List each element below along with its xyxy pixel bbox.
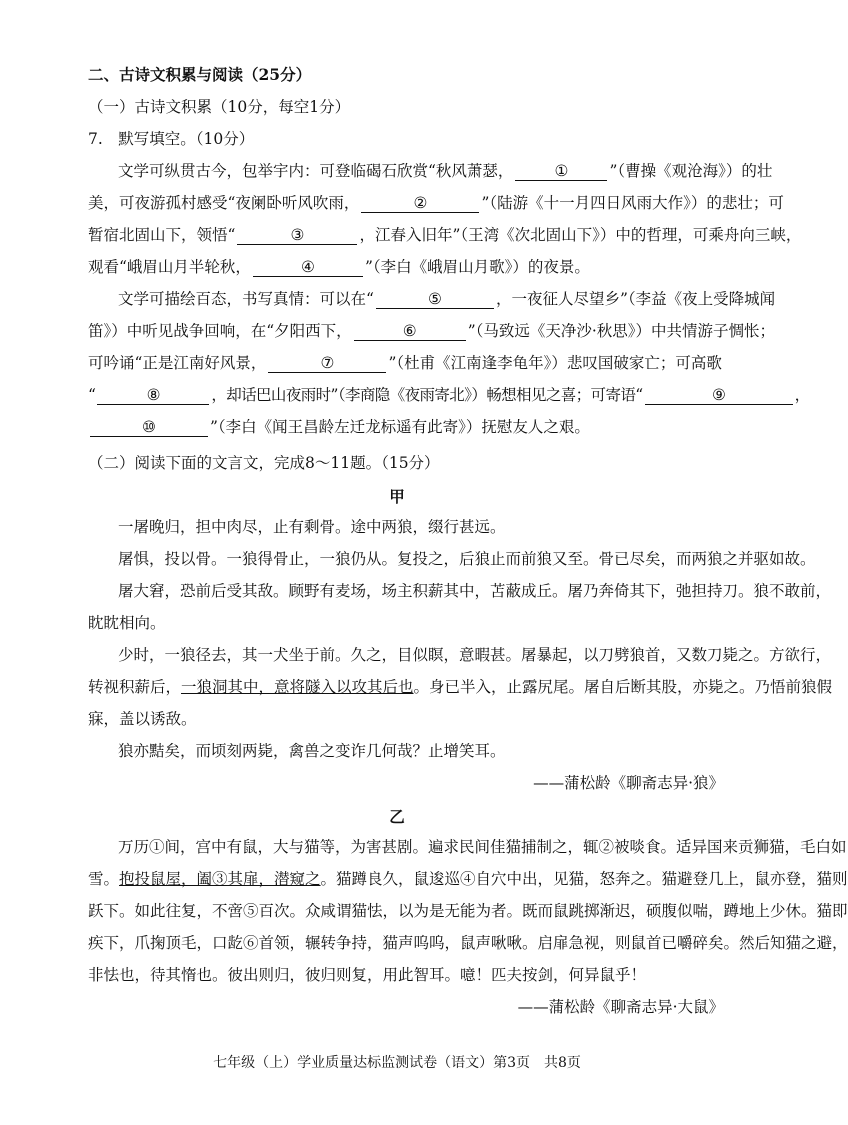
yi-line-1: 万历①间，宫中有鼠，大与猫等，为害甚剧。遍求民间佳猫捕制之，辄②被啖食。适异国来贡狮猫，毛白如 xyxy=(118,838,847,856)
jia-source: ——蒲松龄《聊斋志异·狼》 xyxy=(533,774,724,792)
poem-line-3: 暂宿北固山下，领悟“ ③ ，江春入旧年”（王湾《次北固山下》）中的哲理，可乘舟向三峡， xyxy=(88,226,802,244)
yi-source: ——蒲松龄《聊斋志异·大鼠》 xyxy=(517,998,724,1016)
blank-1[interactable]: ① xyxy=(515,162,607,181)
underlined-sentence-jia: 一狼洞其中，意将隧入以攻其后也 xyxy=(181,678,414,696)
jia-paragraph-5: 狼亦黠矣，而顷刻两毙，禽兽之变诈几何哉？止增笑耳。 xyxy=(118,742,506,760)
poem-line-6: 笛》）中听见战争回响，在“夕阳西下， ⑥ ”（马致远《天净沙·秋思》）中共情游子惆怅； xyxy=(88,322,776,340)
blank-4[interactable]: ④ xyxy=(253,258,363,277)
part1-heading: （一）古诗文积累（10分，每空1分） xyxy=(88,98,351,116)
blank-2[interactable]: ② xyxy=(361,194,479,213)
jia-paragraph-2: 屠惧，投以骨。一狼得骨止，一狼仍从。复投之，后狼止而前狼又至。骨已尽矣，而两狼之并驱如故。 xyxy=(118,550,816,568)
poem-line-4: 观看“峨眉山月半轮秋， ④ ”（李白《峨眉山月歌》）的夜景。 xyxy=(88,258,590,276)
poem-line-1: 文学可纵贯古今，包举宇内：可登临碣石欣赏“秋风萧瑟， ① ”（曹操《观沧海》）的壮 xyxy=(118,162,773,180)
yi-line-5: 非怯也，待其惰也。彼出则归，彼归则复，用此智耳。噫！匹夫按剑，何异鼠乎！ xyxy=(88,966,647,984)
jia-paragraph-1: 一屠晚归，担中肉尽，止有剩骨。途中两狼，缀行甚远。 xyxy=(118,518,506,536)
poem-line-8: “ ⑧ ，却话巴山夜雨时”（李商隐《夜雨寄北》）畅想相见之喜；可寄语“ ⑨ ， xyxy=(88,386,810,404)
jia-paragraph-4-end: 寐，盖以诱敌。 xyxy=(88,710,197,728)
poem-line-5: 文学可描绘百态，书写真情：可以在“ ⑤ ，一夜征人尽望乡”（李益《夜上受降城闻 xyxy=(118,290,776,308)
question-7: 7. 默写填空。（10分） xyxy=(88,130,255,148)
underlined-sentence-yi: 抱投鼠屋，阖③其扉，潜窥之 xyxy=(119,870,321,888)
jia-paragraph-3: 屠大窘，恐前后受其敌。顾野有麦场，场主积薪其中，苫蔽成丘。屠乃奔倚其下，弛担持刀。狼不敢前， xyxy=(118,582,832,600)
jia-paragraph-3-cont: 眈眈相向。 xyxy=(88,614,166,632)
part2-heading: （二）阅读下面的文言文，完成8～11题。（15分） xyxy=(88,454,440,472)
blank-7[interactable]: ⑦ xyxy=(268,354,386,373)
text-jia-title: 甲 xyxy=(389,487,405,506)
blank-10[interactable]: ⑩ xyxy=(90,418,208,437)
blank-3[interactable]: ③ xyxy=(237,226,357,245)
blank-9[interactable]: ⑨ xyxy=(645,386,793,405)
blank-5[interactable]: ⑤ xyxy=(376,290,494,309)
yi-line-4: 疾下，爪掬顶毛，口龁⑥首领，辗转争持，猫声呜呜，鼠声啾啾。启扉急视，则鼠首已嚼碎矣。然后知猫之避， xyxy=(88,934,848,952)
yi-line-3: 跃下。如此往复，不啻⑤百次。众咸谓猫怯，以为是无能为者。既而鼠跳掷渐迟，硕腹似喘，蹲地上少休。猫即 xyxy=(88,902,848,920)
poem-line-7: 可吟诵“正是江南好风景， ⑦ ”（杜甫《江南逢李龟年》）悲叹国破家亡；可高歌 xyxy=(88,354,722,372)
page-footer: 七年级（上）学业质量达标监测试卷（语文）第3页 共8页 xyxy=(213,1055,581,1071)
poem-line-2: 美，可夜游孤村感受“夜阑卧听风吹雨， ② ”（陆游《十一月四日风雨大作》）的悲壮；可 xyxy=(88,194,784,212)
section-title: 二、古诗文积累与阅读（25分） xyxy=(88,65,312,84)
text-yi-title: 乙 xyxy=(389,807,405,826)
yi-line-2: 雪。抱投鼠屋，阖③其扉，潜窥之。猫蹲良久，鼠逡巡④自穴中出，见猫，怒奔之。猫避登几上，鼠亦登，猫则 xyxy=(88,870,848,888)
blank-8[interactable]: ⑧ xyxy=(97,386,209,405)
poem-line-9: ⑩ ”（李白《闻王昌龄左迁龙标遥有此寄》）抚慰友人之艰。 xyxy=(88,416,724,438)
jia-paragraph-4-cont: 转视积薪后，一狼洞其中，意将隧入以攻其后也。身已半入，止露尻尾。屠自后断其股，亦毙之。乃悟前狼假 xyxy=(88,678,833,696)
jia-paragraph-4: 少时，一狼径去，其一犬坐于前。久之，目似瞑，意暇甚。屠暴起，以刀劈狼首，又数刀毙之。方欲行， xyxy=(118,646,832,664)
blank-6[interactable]: ⑥ xyxy=(354,322,466,341)
